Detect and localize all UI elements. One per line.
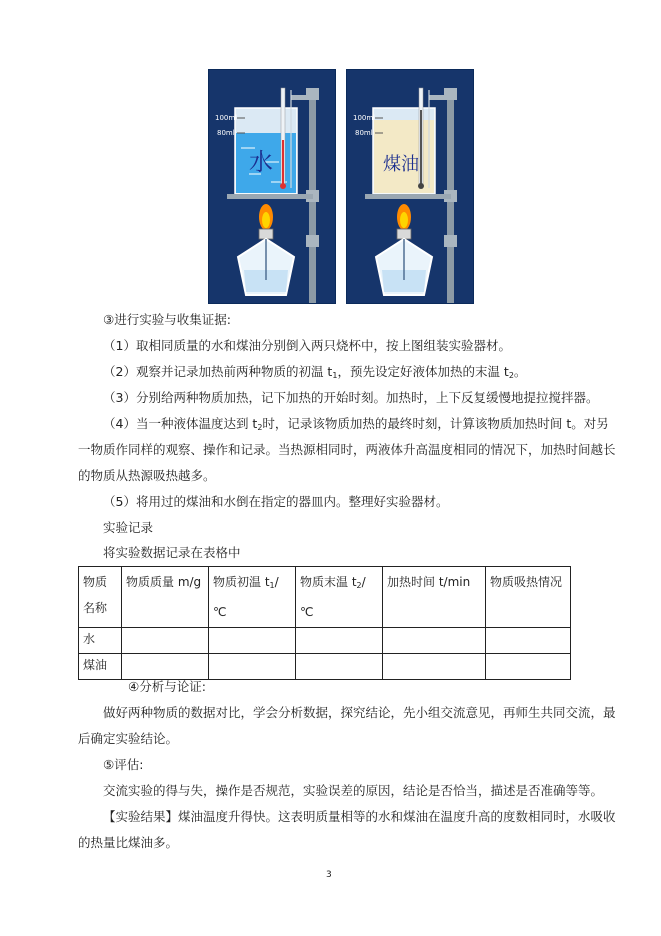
scale-80-label: 80ml — [355, 129, 373, 137]
step-3: （3）分别给两种物质加热，记下加热的开始时刻。加热时，上下反复缓慢地提拉搅拌器。 — [103, 390, 599, 405]
section-3-title: ③进行实验与收集证据: — [103, 312, 231, 327]
page-number: 3 — [326, 870, 332, 880]
table-cell — [296, 654, 383, 680]
record-title: 实验记录 — [103, 520, 154, 535]
water-heating-figure — [208, 69, 336, 304]
header-heating-time: 加热时间 t/min — [383, 567, 486, 628]
header-substance-name: 物质 名称 — [79, 567, 122, 628]
section-4-title: ④分析与论证: — [128, 679, 206, 694]
kerosene-label: 煤油 — [383, 154, 419, 175]
analysis-line-1: 做好两种物质的数据对比，学会分析数据，探究结论，先小组交流意见，再师生共同交流，最 — [103, 705, 616, 720]
step-4-line-3: 的物质从热源吸热越多。 — [78, 468, 216, 483]
analysis-line-2: 后确定实验结论。 — [78, 731, 179, 746]
step-4-line-1: （4）当一种液体温度达到 $t_2$时，记录该物质加热的最终时刻，计算该物质加热时间 t。对另 — [103, 416, 609, 432]
table-cell — [209, 628, 296, 654]
scale-100-label: 100ml — [215, 114, 238, 122]
result-line-2: 的热量比煤油多。 — [78, 835, 179, 850]
result-line-1: 【实验结果】煤油温度升得快。这表明质量相等的水和煤油在温度升高的度数相同时，水吸收 — [103, 809, 616, 824]
table-cell — [486, 654, 571, 680]
row-label-water: 水 — [79, 628, 122, 654]
header-final-temp: 物质末温 $t_2/$ ℃ — [296, 567, 383, 628]
table-cell — [486, 628, 571, 654]
row-label-kerosene: 煤油 — [79, 654, 122, 680]
table-cell — [122, 628, 209, 654]
table-cell — [383, 654, 486, 680]
step-1: （1）取相同质量的水和煤油分别倒入两只烧杯中，按上图组装实验器材。 — [103, 338, 511, 353]
water-apparatus-illustration — [209, 70, 335, 303]
scale-100-label: 100ml — [353, 114, 376, 122]
step-4-line-2: 一物质作同样的观察、操作和记录。当热源相同时，两液体升高温度相同的情况下，加热时间越长 — [78, 442, 616, 457]
header-mass: 物质质量 m/g — [122, 567, 209, 628]
water-label: 水 — [249, 148, 273, 176]
record-subtitle: 将实验数据记录在表格中 — [103, 545, 241, 560]
table-cell — [209, 654, 296, 680]
step-5: （5）将用过的煤油和水倒在指定的器皿内。整理好实验器材。 — [103, 494, 449, 509]
table-cell — [296, 628, 383, 654]
scale-80-label: 80ml — [217, 129, 235, 137]
section-5-title: ⑤评估: — [103, 757, 144, 772]
step-2: （2）观察并记录加热前两种物质的初温 $t_1$，预先设定好液体加热的末温 $t_2$。 — [103, 364, 527, 380]
table-row — [79, 628, 571, 654]
header-heat-absorption: 物质吸热情况 — [486, 567, 571, 628]
kerosene-heating-figure — [346, 69, 474, 304]
experiment-record-table — [78, 566, 571, 680]
alcohol-lamp-cap — [397, 229, 411, 239]
table-cell — [383, 628, 486, 654]
table-header-row — [79, 567, 571, 628]
header-initial-temp: 物质初温 $t_1/$ ℃ — [209, 567, 296, 628]
kerosene-apparatus-illustration — [347, 70, 473, 303]
alcohol-lamp-cap — [259, 229, 273, 239]
evaluation-line: 交流实验的得与失，操作是否规范，实验误差的原因，结论是否恰当，描述是否准确等等。 — [103, 783, 604, 798]
